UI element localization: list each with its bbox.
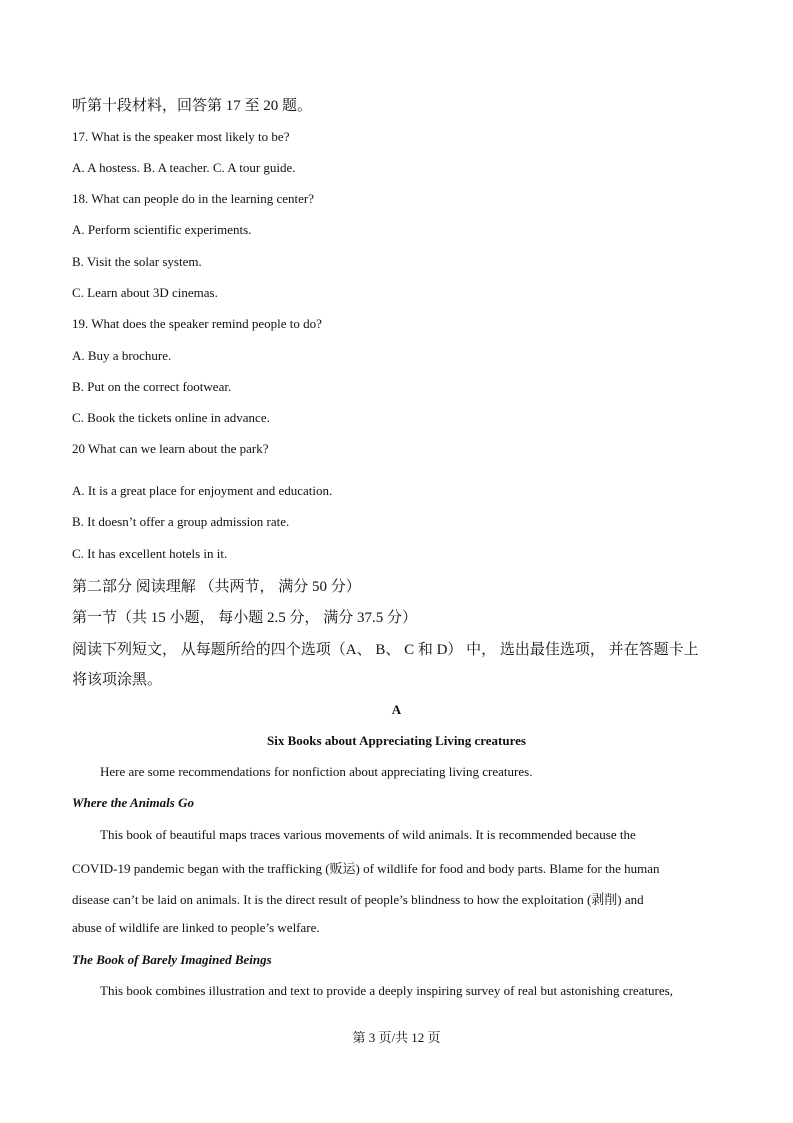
- question-17-options: A. A hostess. B. A teacher. C. A tour guide.: [72, 160, 296, 175]
- question-20: 20 What can we learn about the park?: [72, 441, 269, 456]
- question-20-option-b: B. It doesn’t offer a group admission rate.: [72, 514, 290, 529]
- passage-letter: A: [391, 702, 402, 717]
- section-one-title: 第一节（共 15 小题， 每小题 2.5 分， 满分 37.5 分）: [72, 610, 418, 626]
- book2-text-line: This book combines illustration and text to provide a deeply inspiring survey of real but astonishing creatures,: [100, 983, 673, 998]
- question-18-option-b: B. Visit the solar system.: [72, 254, 202, 269]
- book-title-barely-imagined-beings: The Book of Barely Imagined Beings: [72, 952, 272, 967]
- question-17: 17. What is the speaker most likely to be?: [72, 129, 290, 144]
- question-18-option-c: C. Learn about 3D cinemas.: [72, 285, 218, 300]
- question-18-option-a: A. Perform scientific experiments.: [72, 222, 252, 237]
- passage-intro: Here are some recommendations for nonfiction about appreciating living creatures.: [100, 764, 533, 779]
- book1-text-line: This book of beautiful maps traces various movements of wild animals. It is recommended because the: [100, 827, 636, 842]
- directions-line-1: 阅读下列短文， 从每题所给的四个选项（A、 B、 C 和 D） 中， 选出最佳选项， 并在答题卡上: [72, 642, 699, 658]
- question-20-option-c: C. It has excellent hotels in it.: [72, 546, 228, 561]
- book1-text-line: disease can’t be laid on animals. It is the direct result of people’s blindness to how the exploitation (剥削) and: [72, 892, 644, 907]
- book1-text-line: abuse of wildlife are linked to people’s welfare.: [72, 920, 320, 935]
- page-number-footer: 第 3 页/共 12 页: [352, 1030, 441, 1045]
- directions-line-2: 将该项涂黑。: [72, 672, 163, 688]
- question-19: 19. What does the speaker remind people to do?: [72, 316, 322, 331]
- passage-title: Six Books about Appreciating Living creatures: [267, 733, 526, 748]
- question-19-option-b: B. Put on the correct footwear.: [72, 379, 232, 394]
- part-two-title: 第二部分 阅读理解 （共两节， 满分 50 分）: [72, 579, 361, 595]
- book-title-where-the-animals-go: Where the Animals Go: [72, 795, 194, 810]
- book1-text-line: COVID-19 pandemic began with the trafficking (贩运) of wildlife for food and body parts. Blame for the human: [72, 861, 660, 876]
- question-19-option-c: C. Book the tickets online in advance.: [72, 410, 270, 425]
- question-19-option-a: A. Buy a brochure.: [72, 348, 172, 363]
- listening-instruction: 听第十段材料，回答第 17 至 20 题。: [72, 98, 313, 114]
- question-20-option-a: A. It is a great place for enjoyment and education.: [72, 483, 333, 498]
- question-18: 18. What can people do in the learning center?: [72, 191, 314, 206]
